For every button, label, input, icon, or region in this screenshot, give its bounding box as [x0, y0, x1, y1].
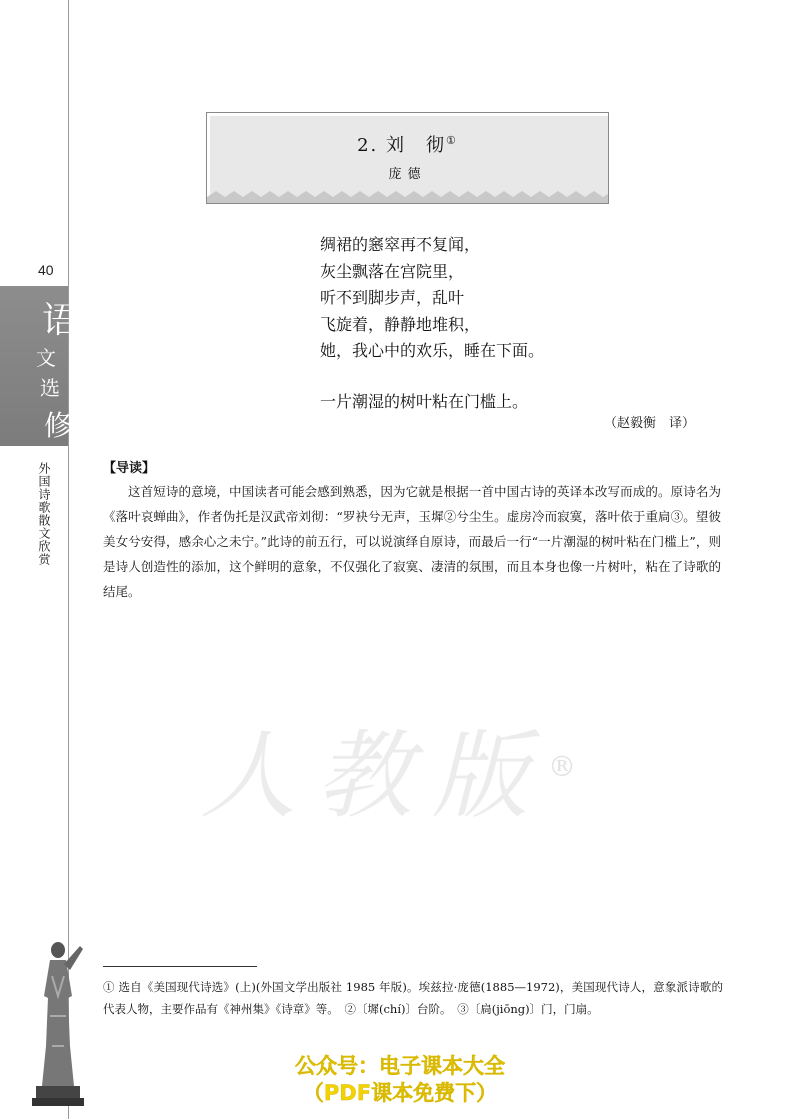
sidebar-char: 修 [44, 409, 73, 442]
poem-author: 庞德 [388, 167, 427, 182]
poem-line: 灰尘飘落在宫院里， [320, 261, 465, 281]
publisher-watermark [200, 700, 576, 837]
title-footnote-mark: ① [446, 134, 458, 147]
poem-title-text: 2. 刘 彻 [357, 135, 447, 156]
stanza-gap [320, 365, 544, 389]
translator-credit: （赵毅衡 译） [604, 416, 696, 431]
registered-mark: ® [548, 750, 576, 783]
promo-line: （PDF课本免费下） [302, 1081, 498, 1105]
title-banner [206, 112, 609, 204]
poem-line: 绸裙的窸窣再不复闻， [320, 235, 481, 254]
footnote-rule [103, 966, 257, 967]
sidebar-char: 文 [36, 346, 56, 370]
watermark-text: 人教版 [200, 720, 548, 832]
sidebar-char: 语 [42, 300, 79, 341]
banner-zigzag-border [207, 191, 608, 203]
page-number: 40 [38, 262, 54, 278]
poem-line: 听不到脚步声，乱叶 [320, 288, 465, 307]
sidebar-block [0, 286, 79, 446]
poem-line: 她，我心中的欢乐，睡在下面。 [320, 341, 545, 360]
poem-line: 飞旋着，静静地堆积， [320, 314, 481, 334]
footnote: ① 选自《美国现代诗选》(上)(外国文学出版社 1985 年版)。埃兹拉·庞德(1885—1972)，美国现代诗人，意象派诗歌的代表人物，主要作品有《神州集》《诗章》等。 ②〔墀(chí)〕台阶。 ③〔扃(jiōng)〕门，门扇。 [103, 980, 723, 1016]
poem-line: 一片潮湿的树叶粘在门槛上。 [320, 391, 529, 411]
guide-heading: 【导读】 [103, 461, 156, 476]
promo-line: 公众号：电子课本大全 [295, 1054, 505, 1078]
sidebar-vertical-title: 外国诗歌散文欣赏 [37, 462, 51, 566]
guide-body: 这首短诗的意境，中国读者可能会感到熟悉，因为它就是根据一首中国古诗的英译本改写而成的。原诗名为《落叶哀蝉曲》，作者伪托是汉武帝刘彻：“罗袂兮无声，玉墀②兮尘生。虚房冷而寂寞，落叶依于重扃③。望彼美女兮安得，感余心之未宁。”此诗的前五行，可以说演绎自原诗，而最后一行“一片潮湿的树叶粘在门槛上”，则是诗人创造性的添加，这个鲜明的意象，不仅强化了寂寞、凄清的氛围，而且本身也像一片树叶，粘在了诗歌的结尾。 [103, 484, 721, 599]
sidebar-char: 选 [40, 376, 60, 400]
poem-title [207, 131, 608, 157]
poem-body [320, 232, 544, 415]
